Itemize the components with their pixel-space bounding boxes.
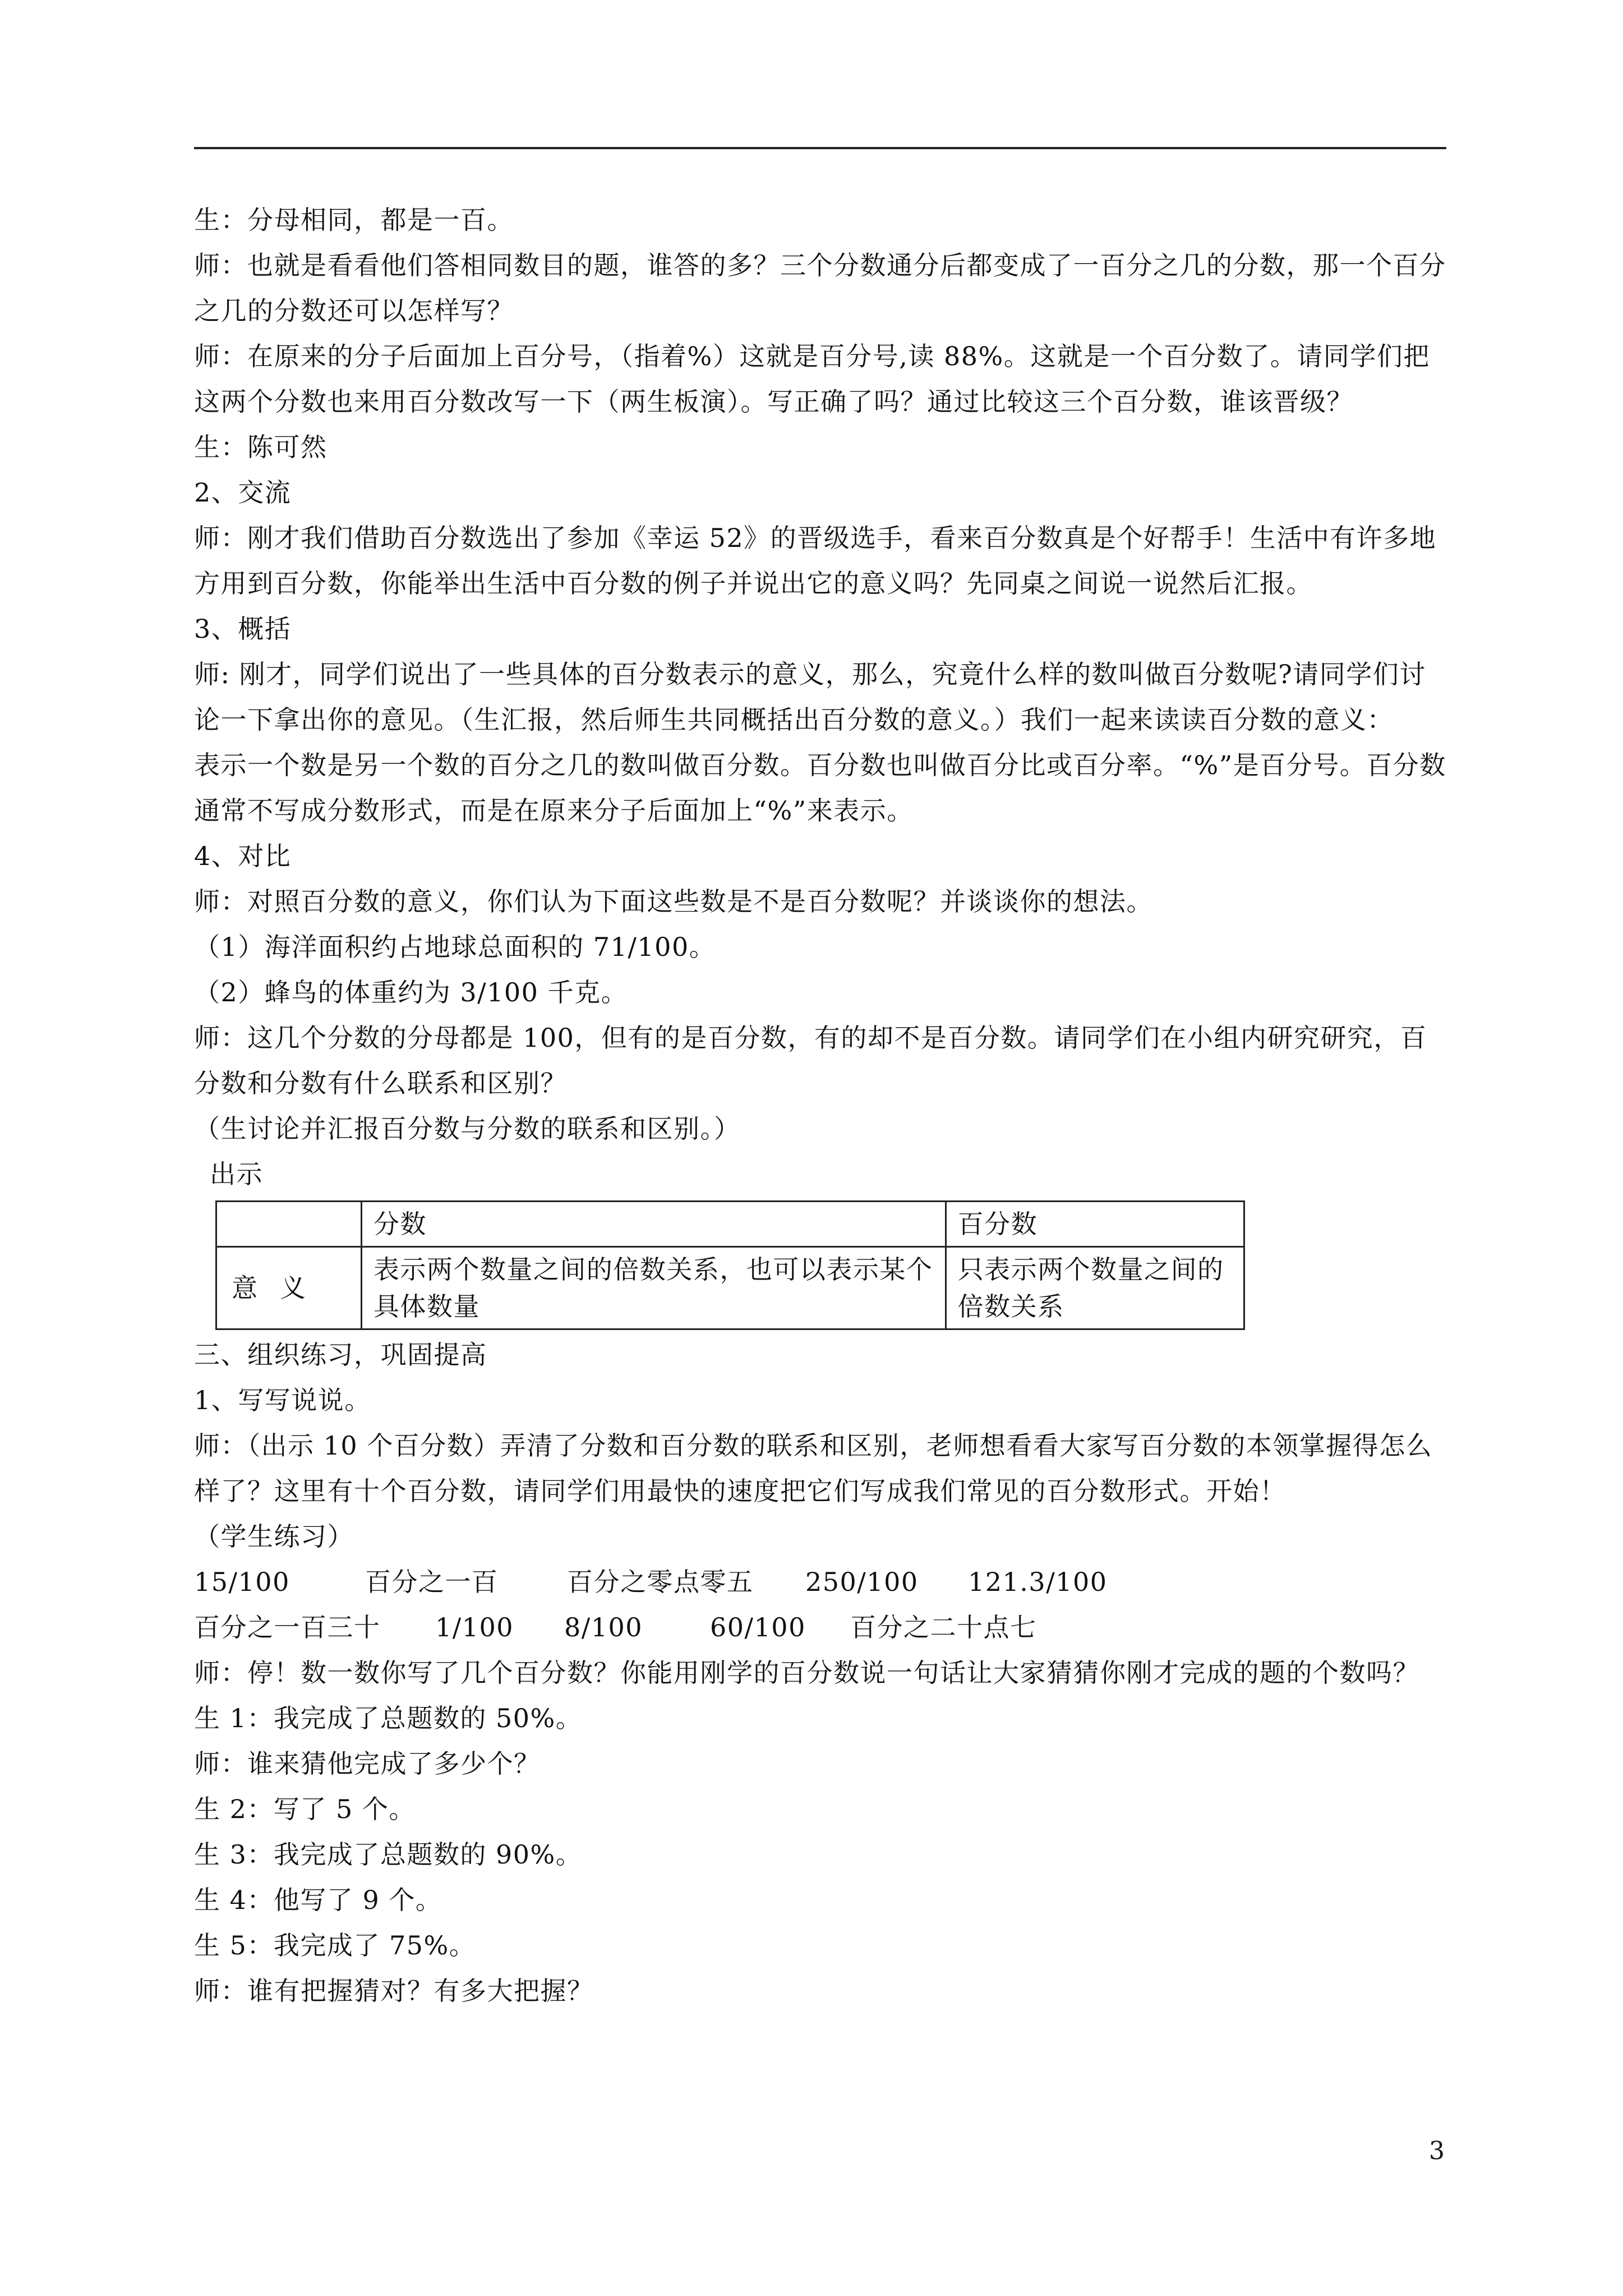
definition-paragraph: 表示一个数是另一个数的百分之几的数叫做百分数。百分数也叫做百分比或百分率。“%”是百分号。百分数通常不写成分数形式，而是在原来分子后面加上“%”来表示。	[194, 750, 1446, 826]
number-item: 1/100	[435, 1612, 514, 1642]
dialogue-line: 师：停！数一数你写了几个百分数？你能用刚学的百分数说一句话让大家猜猜你刚才完成的题的个数吗？	[194, 1658, 1419, 1688]
example-item: （2）蜂鸟的体重约为 3/100 千克。	[194, 977, 628, 1007]
header-rule	[194, 147, 1446, 149]
number-item: 121.3/100	[968, 1567, 1108, 1597]
table-row	[216, 1247, 1244, 1329]
table-row-label: 意义	[216, 1247, 362, 1329]
number-item: 8/100	[564, 1612, 643, 1642]
table-header-cell	[216, 1202, 362, 1247]
dialogue-line: 生 4：他写了 9 个。	[194, 1885, 442, 1915]
example-item: （1）海洋面积约占地球总面积的 71/100。	[194, 932, 716, 962]
practice-note: （学生练习）	[194, 1521, 354, 1552]
comparison-table	[215, 1200, 1245, 1330]
dialogue-line: 生 3：我完成了总题数的 90%。	[194, 1839, 583, 1870]
discussion-note: （生讨论并汇报百分数与分数的联系和区别。）	[194, 1114, 741, 1144]
section-heading: 4、对比	[194, 841, 292, 871]
number-item: 百分之一百	[365, 1567, 499, 1597]
dialogue-line: 生 2：写了 5 个。	[194, 1794, 416, 1824]
number-item: 15/100	[194, 1567, 290, 1597]
dialogue-line: 生 5：我完成了 75%。	[194, 1930, 476, 1961]
paragraph: 师：（出示 10 个百分数）弄清了分数和百分数的联系和区别，老师想看看大家写百分数的本领掌握得怎么样了？这里有十个百分数，请同学们用最快的速度把它们写成我们常见的百分数形式。开始！	[194, 1430, 1433, 1506]
table-cell: 表示两个数量之间的倍数关系，也可以表示某个具体数量	[361, 1247, 946, 1329]
section-heading: 三、组织练习，巩固提高	[194, 1340, 487, 1370]
number-item: 百分之二十点七	[850, 1612, 1037, 1642]
paragraph: 师：也就是看看他们答相同数目的题，谁答的多？三个分数通分后都变成了一百分之几的分数，那一个百分之几的分数还可以怎样写？	[194, 250, 1446, 326]
paragraph: 师：这几个分数的分母都是 100，但有的是百分数，有的却不是百分数。请同学们在小组内研究研究，百分数和分数有什么联系和区别？	[194, 1023, 1427, 1098]
dialogue-line: 师：谁有把握猜对？有多大把握？	[194, 1976, 594, 2006]
document-body	[194, 197, 1450, 2014]
table-caption: 出示	[210, 1159, 263, 1189]
number-row	[194, 1559, 1450, 1605]
table-header-cell: 百分数	[946, 1202, 1244, 1247]
number-item: 百分之零点零五	[567, 1567, 754, 1597]
table-header-cell: 分数	[361, 1202, 946, 1247]
number-row	[194, 1605, 1450, 1650]
section-heading: 3、概括	[194, 614, 292, 644]
dialogue-line: 师：谁来猜他完成了多少个？	[194, 1749, 541, 1779]
table-cell: 只表示两个数量之间的倍数关系	[946, 1247, 1244, 1329]
number-item: 百分之一百三十	[194, 1612, 381, 1642]
sub-heading: 1、写写说说。	[194, 1385, 371, 1415]
paragraph: 生：陈可然	[194, 432, 328, 462]
paragraph: 师：在原来的分子后面加上百分号，（指着%）这就是百分号,读 88%。这就是一个百分数了。请同学们把这两个分数也来用百分数改写一下（两生板演）。写正确了吗？通过比较这三个百分数，谁该晋级？	[194, 341, 1430, 417]
paragraph: 师：刚才我们借助百分数选出了参加《幸运 52》的晋级选手，看来百分数真是个好帮手！生活中有许多地方用到百分数，你能举出生活中百分数的例子并说出它的意义吗？先同桌之间说一说然后汇报。	[194, 523, 1437, 599]
paragraph: 生：分母相同，都是一百。	[194, 205, 514, 235]
dialogue-line: 生 1：我完成了总题数的 50%。	[194, 1703, 583, 1733]
paragraph: 师: 刚才，同学们说出了一些具体的百分数表示的意义，那么，究竟什么样的数叫做百分数呢?请同学们讨论一下拿出你的意见。（生汇报，然后师生共同概括出百分数的意义。）我们一起来读读百分数的意义：	[194, 659, 1426, 735]
number-item: 250/100	[805, 1567, 919, 1597]
number-item: 60/100	[710, 1612, 806, 1642]
page-number: 3	[1429, 2137, 1445, 2165]
table-header-row	[216, 1202, 1244, 1247]
section-heading: 2、交流	[194, 477, 292, 508]
paragraph: 师：对照百分数的意义，你们认为下面这些数是不是百分数呢？并谈谈你的想法。	[194, 886, 1153, 917]
